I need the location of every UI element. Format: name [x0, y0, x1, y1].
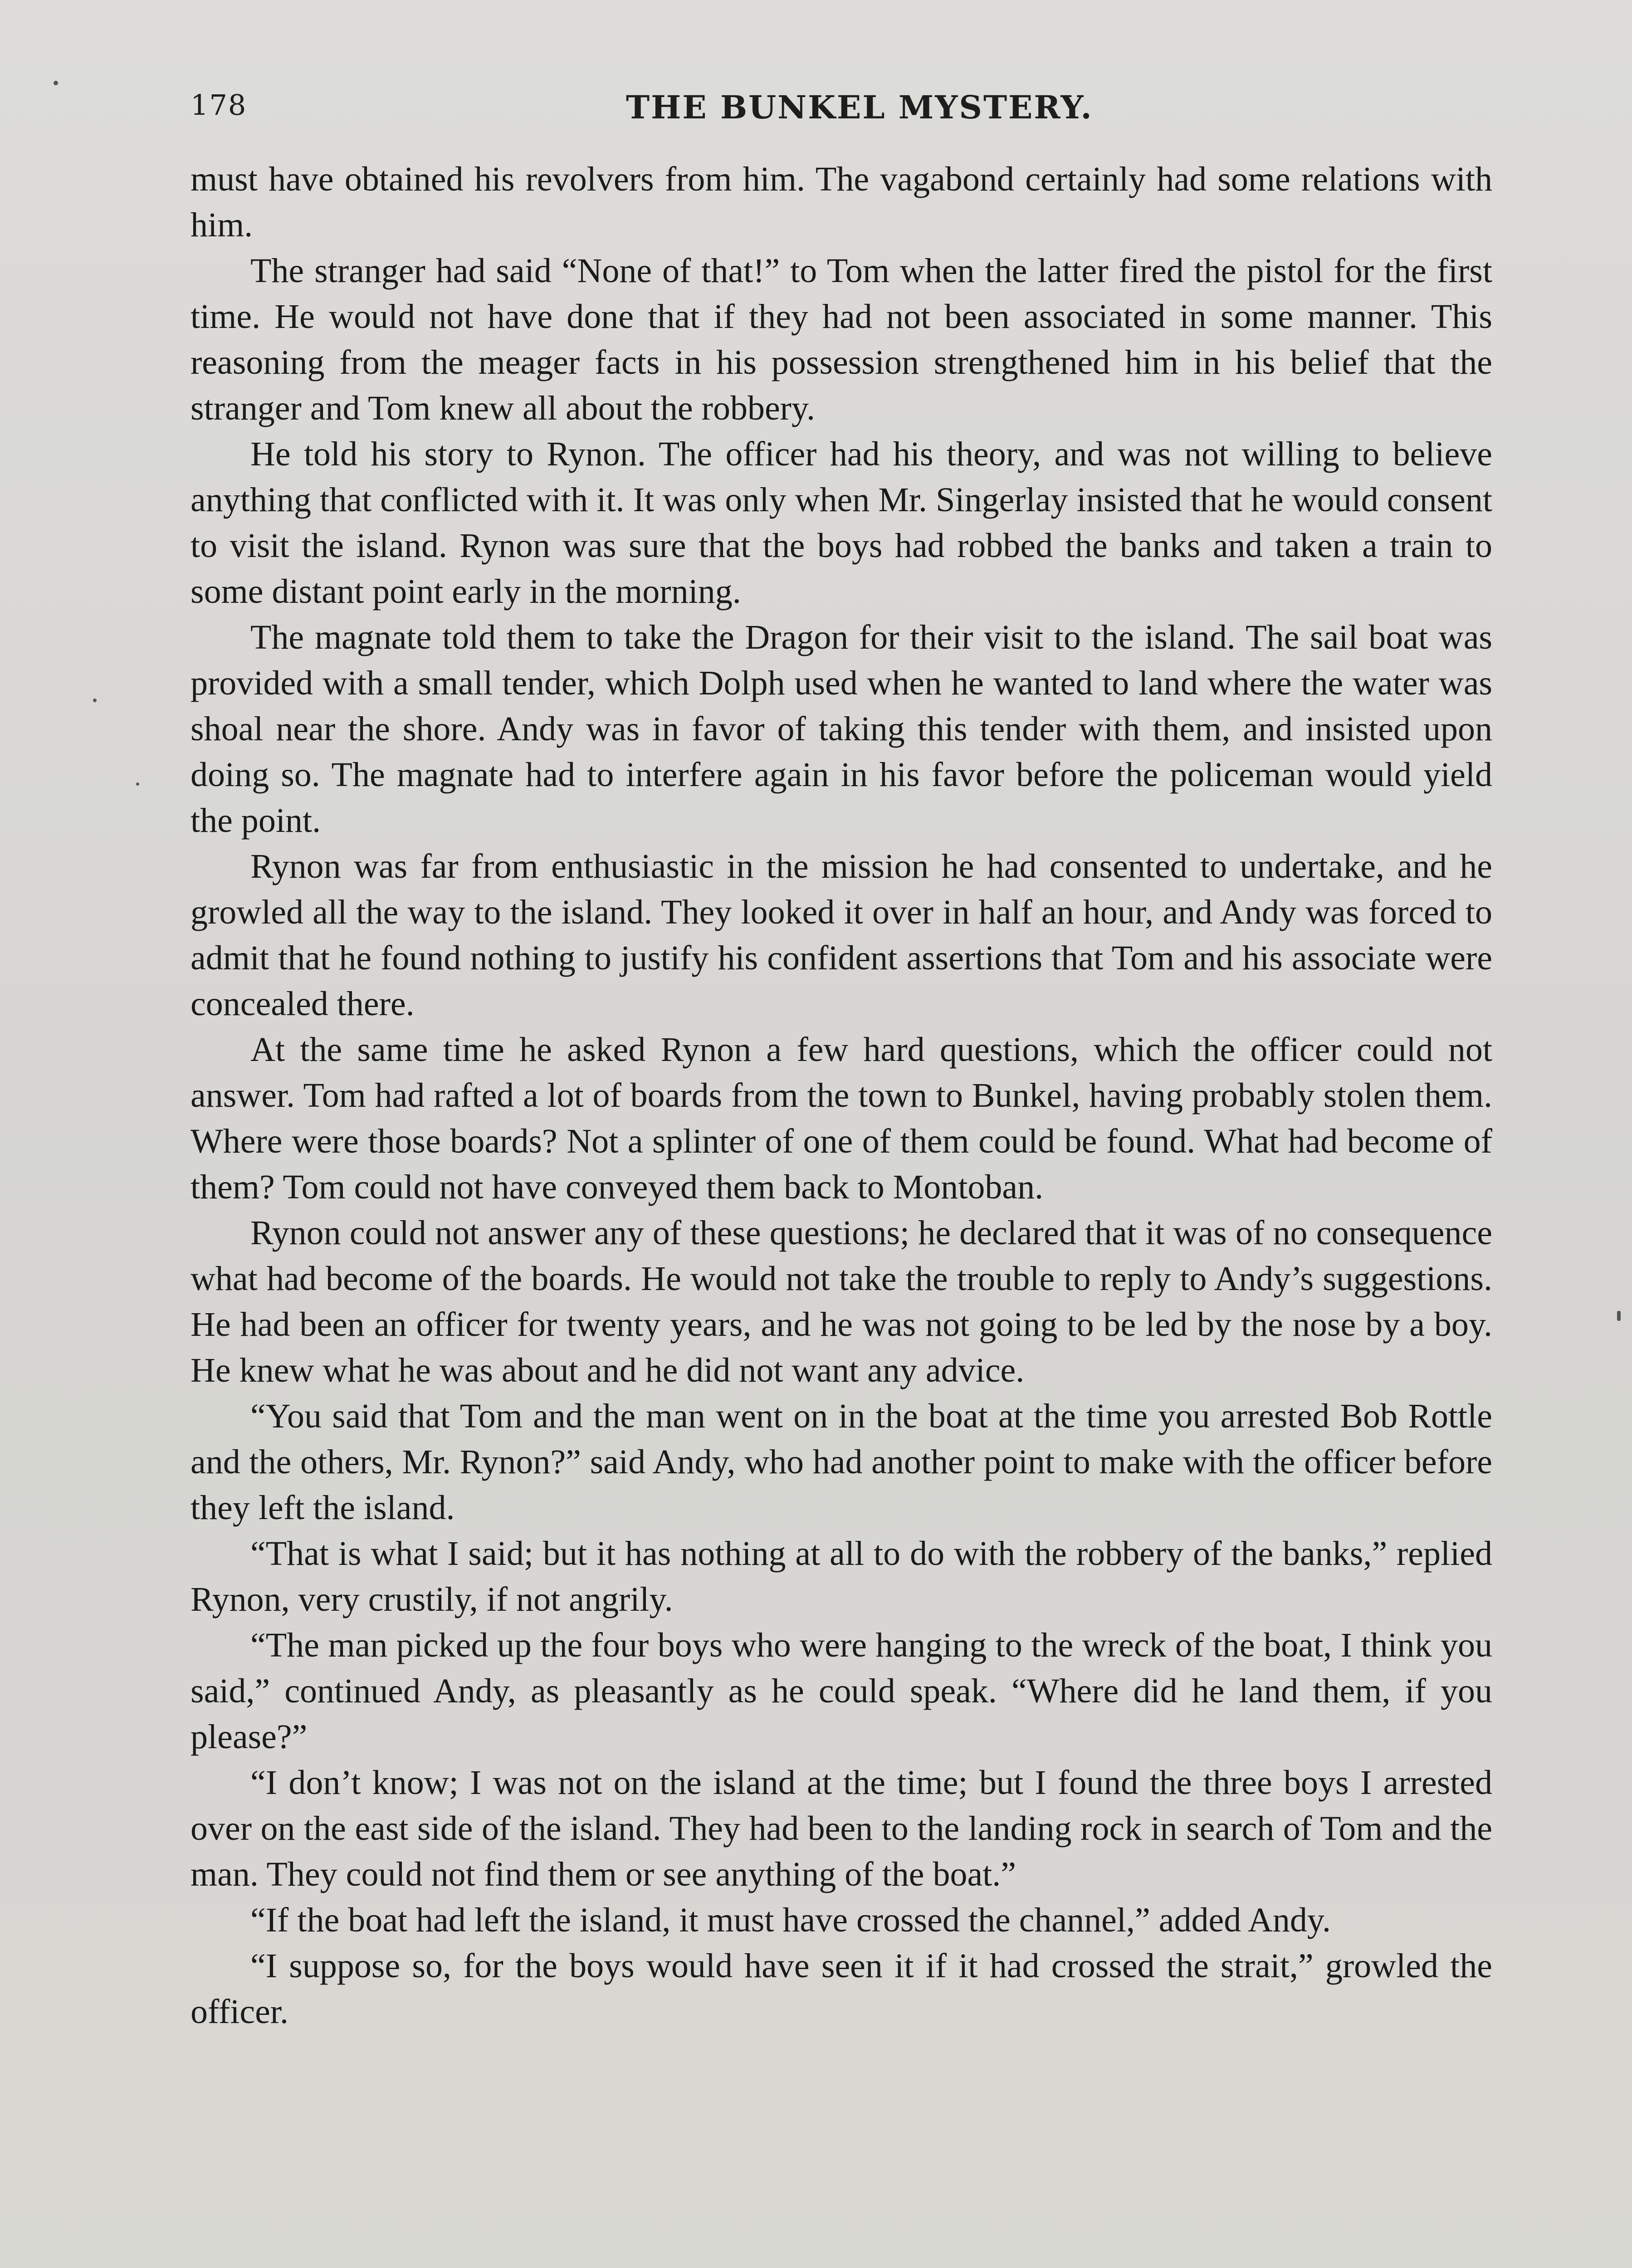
page-header: [191, 88, 1497, 138]
paragraph-4: The magnate told them to take the Dragon for their visit to the island. The sail boat was provided with a small tender, which Dolph used when he wanted to land where the water was shoal near the shore. Andy was in favor of taking this tender with them, and insisted upon doing so. The magnate had to interfere again in his favor before the policeman would yield the point.: [191, 618, 1492, 840]
paragraph-9: “That is what I said; but it has nothing at all to do with the robbery of the banks,” replied Rynon, very crustily, if not angrily.: [191, 1535, 1492, 1618]
paragraph-5: Rynon was far from enthusiastic in the mission he had consented to undertake, and he growled all the way to the island. They looked it over in half an hour, and Andy was forced to admit that he found nothing to justify his confident assertions that Tom and his associate were concealed there.: [191, 847, 1492, 1023]
paper-speck: [136, 782, 139, 786]
paragraph-3: He told his story to Rynon. The officer had his theory, and was not willing to believe anything that conflicted with it. It was only when Mr. Singerlay insisted that he would consent to visit the island. Rynon was sure that the boys had robbed the banks and taken a train to some distant point early in the morning.: [191, 435, 1492, 611]
running-title: THE BUNKEL MYSTERY.: [626, 88, 1093, 126]
paragraph-1: must have obtained his revolvers from him. The vagabond certainly had some relations with him.: [191, 160, 1492, 244]
paragraph-12: “If the boat had left the island, it must have crossed the channel,” added Andy.: [250, 1901, 1331, 1939]
paper-speck: [1617, 1311, 1621, 1321]
paper-speck: [54, 81, 58, 85]
paragraph-8: “You said that Tom and the man went on in the boat at the time you arrested Bob Rottle and the others, Mr. Rynon?” said Andy, who had another point to make with the officer before they left the island.: [191, 1397, 1492, 1527]
paragraph-2: The stranger had said “None of that!” to Tom when the latter fired the pistol for the first time. He would not have done that if they had not been associated in some manner. This reasoning from the meager facts in his possession strengthened him in his belief that the stranger and Tom knew all about the robbery.: [191, 252, 1492, 427]
paragraph-6: At the same time he asked Rynon a few hard questions, which the officer could not answer. Tom had rafted a lot of boards from the town to Bunkel, having probably stolen them. Where were those boards? Not a splinter of one of them could be found. What had become of them? Tom could not have conveyed them back to Montoban.: [191, 1031, 1492, 1206]
body-text: [191, 156, 1492, 2035]
paragraph-13: “I suppose so, for the boys would have seen it if it had crossed the strait,” growled the officer.: [191, 1947, 1492, 2031]
paragraph-7: Rynon could not answer any of these questions; he declared that it was of no consequence what had become of the boards. He would not take the trouble to reply to Andy’s suggestions. He had been an officer for twenty years, and he was not going to be led by the nose by a boy. He knew what he was about and he did not want any advice.: [191, 1214, 1492, 1389]
paper-speck: [93, 699, 97, 702]
paragraph-11: “I don’t know; I was not on the island at the time; but I found the three boys I arrested over on the east side of the island. They had been to the landing rock in search of Tom and the man. They could not find them or see anything of the boat.”: [191, 1764, 1492, 1893]
paragraph-10: “The man picked up the four boys who were hanging to the wreck of the boat, I think you said,” continued Andy, as pleasantly as he could speak. “Where did he land them, if you please?”: [191, 1626, 1492, 1756]
page-number: 178: [191, 88, 247, 122]
